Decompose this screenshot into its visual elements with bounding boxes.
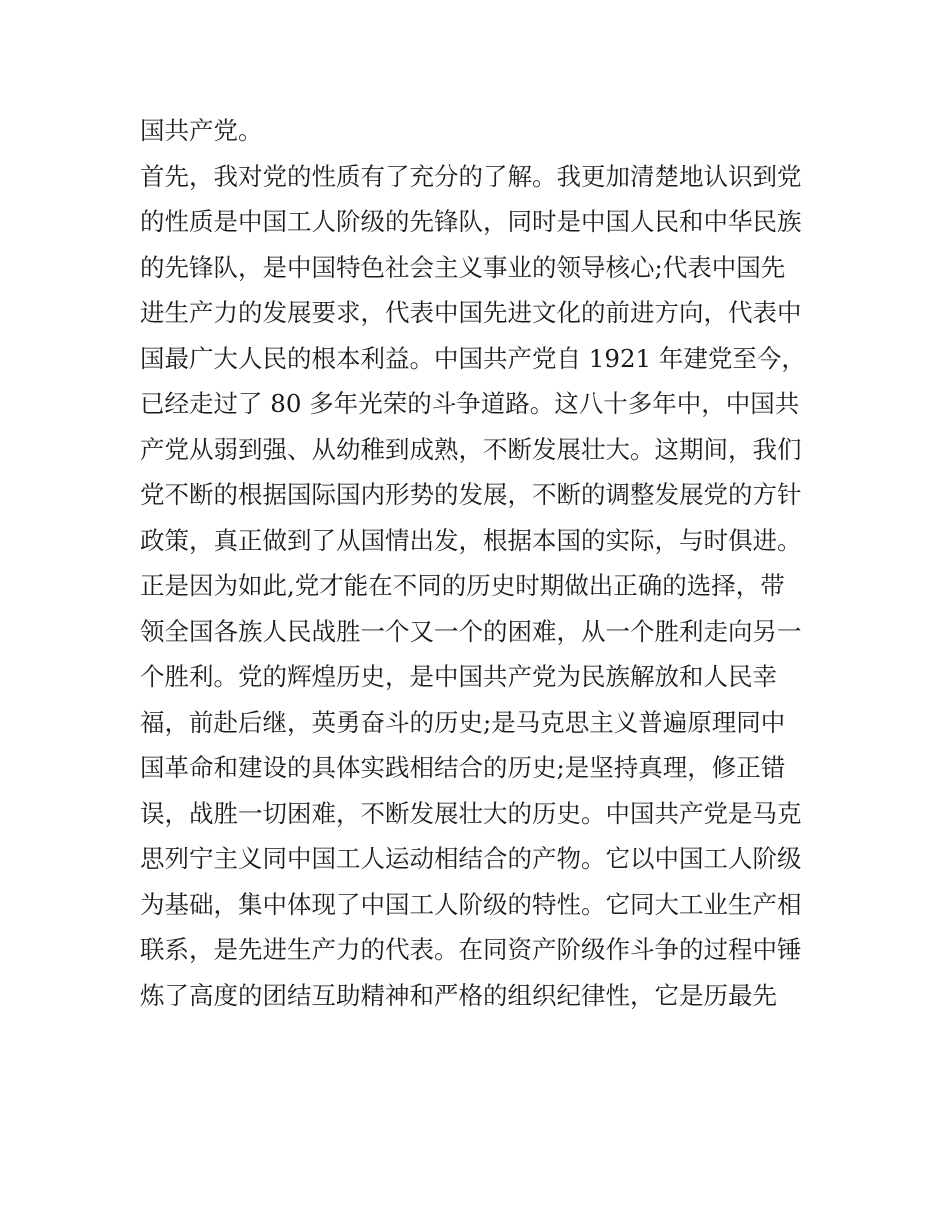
text-line: 炼了高度的团结互助精神和严格的组织纪律性，它是历最先 xyxy=(140,980,777,1010)
text-line: 思列宁主义同中国工人运动相结合的产物。它以中国工人阶级 xyxy=(140,844,802,873)
text-line: 正是因为如此,党才能在不同的历史时期做出正确的选择，带 xyxy=(140,571,785,600)
text-line: 误，战胜一切困难，不断发展壮大的历史。中国共产党是马克 xyxy=(140,798,802,828)
body-text xyxy=(140,108,830,1018)
text-line: 国最广大人民的根本利益。中国共产党自 1921 年建党至今， xyxy=(140,343,806,373)
text-line: 个胜利。党的辉煌历史，是中国共产党为民族解放和人民幸 xyxy=(140,662,777,691)
text-line: 首先，我对党的性质有了充分的了解。我更加清楚地认识到党 xyxy=(140,161,802,191)
text-line: 进生产力的发展要求，代表中国先进文化的前进方向，代表中 xyxy=(140,298,802,327)
text-line: 领全国各族人民战胜一个又一个的困难，从一个胜利走向另一 xyxy=(140,616,802,646)
text-line: 党不断的根据国际国内形势的发展，不断的调整发展党的方针 xyxy=(140,480,802,509)
text-line: 国革命和建设的具体实践相结合的历史;是坚持真理，修正错 xyxy=(140,753,786,782)
text-line: 已经走过了 80 多年光荣的斗争道路。这八十多年中，中国共 xyxy=(140,389,800,418)
text-line: 国共产党。 xyxy=(140,116,263,145)
text-line: 福，前赴后继，英勇奋斗的历史;是马克思主义普遍原理同中 xyxy=(140,707,786,737)
text-line: 为基础，集中体现了中国工人阶级的特性。它同大工业生产相 xyxy=(140,889,802,919)
text-line: 联系，是先进生产力的代表。在同资产阶级作斗争的过程中锤 xyxy=(140,935,802,964)
text-line: 的先锋队，是中国特色社会主义事业的领导核心;代表中国先 xyxy=(140,252,786,282)
text-line: 政策，真正做到了从国情出发，根据本国的实际，与时俱进。 xyxy=(140,525,802,555)
text-line: 产党从弱到强、从幼稚到成熟，不断发展壮大。这期间，我们 xyxy=(140,434,802,464)
text-line: 的性质是中国工人阶级的先锋队，同时是中国人民和中华民族 xyxy=(140,207,802,236)
